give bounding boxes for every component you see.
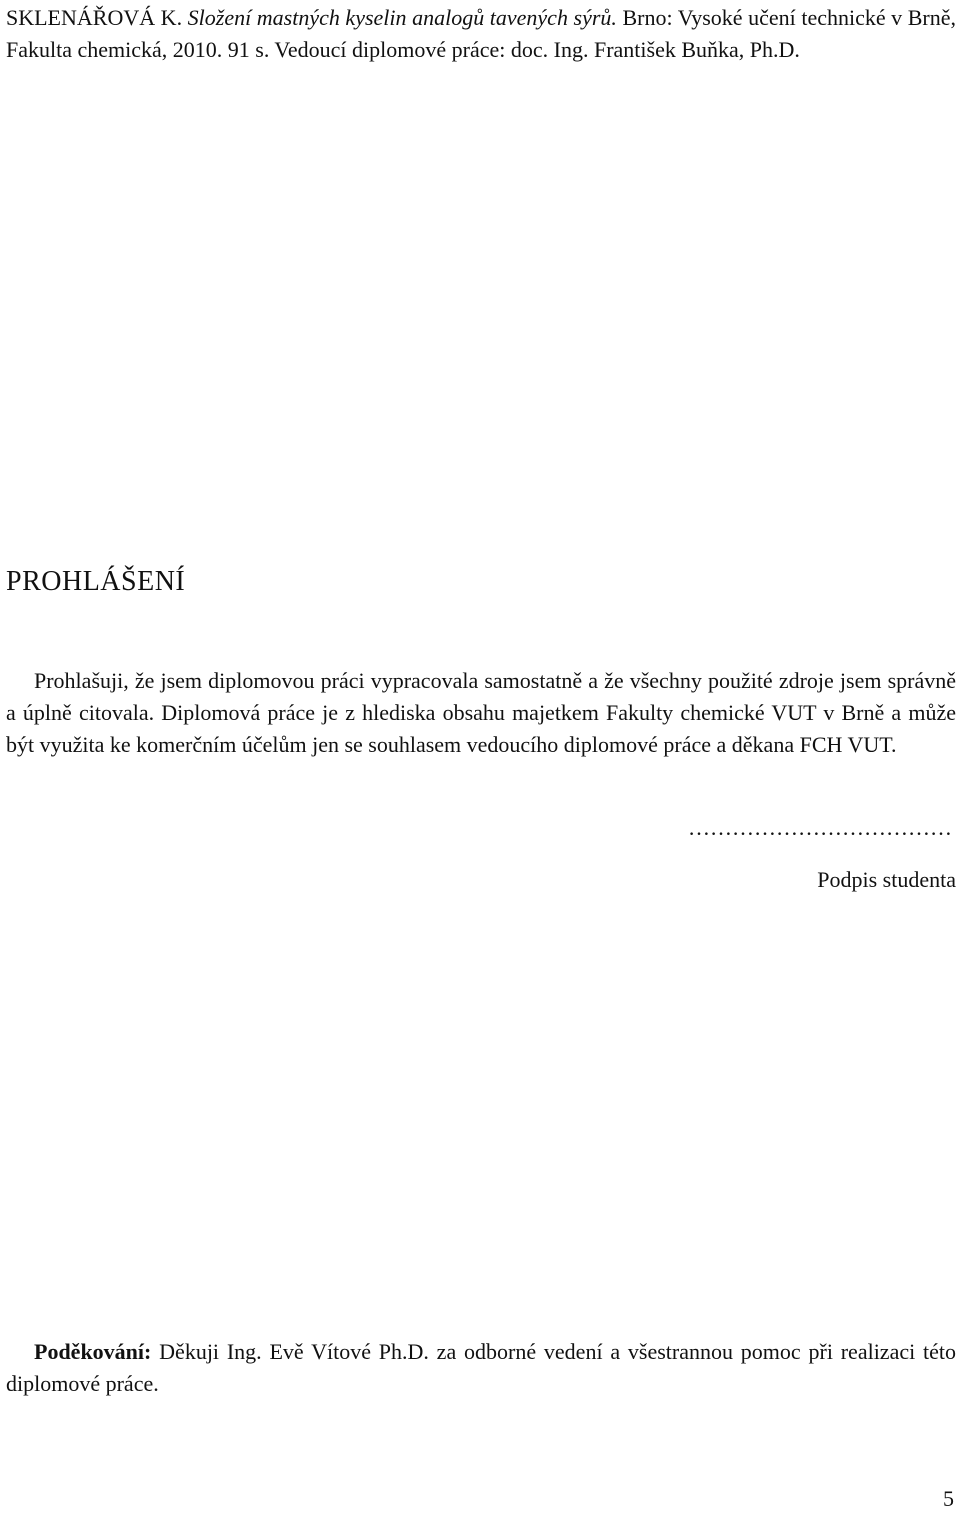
page-number: 5 <box>943 1486 954 1511</box>
bibliographic-citation <box>6 2 956 66</box>
acknowledgement-text: Děkuji Ing. Evě Vítové Ph.D. za odborné vedení a všestrannou pomoc při realizaci této diplomové práce. <box>6 1339 957 1396</box>
signature-line: ……………………………… <box>688 815 952 840</box>
citation-publication: Brno: Vysoké učení technické v Brně, Fakulta chemická, 2010. 91 s. Vedoucí diplomové práce: doc. Ing. František Buňka, Ph.D. <box>6 5 957 62</box>
declaration-heading: PROHLÁŠENÍ <box>6 566 186 597</box>
document-page <box>6 0 956 1512</box>
acknowledgement-label: Poděkování: <box>34 1339 152 1364</box>
declaration-text: Prohlašuji, že jsem diplomovou práci vypracovala samostatně a že všechny použité zdroje jsem správně a úplně citovala. Diplomová práce je z hlediska obsahu majetkem Fakulty chemické VUT v Brně a může být využita ke komerčním účelům jen se souhlasem vedoucího diplomové práce a děkana FCH VUT. <box>6 668 956 757</box>
citation-authors: SKLENÁŘOVÁ K. <box>6 5 183 30</box>
signature-label: Podpis studenta <box>817 867 956 892</box>
acknowledgement-paragraph <box>6 1336 956 1400</box>
citation-title: Složení mastných kyselin analogů tavených sýrů. <box>187 5 617 30</box>
